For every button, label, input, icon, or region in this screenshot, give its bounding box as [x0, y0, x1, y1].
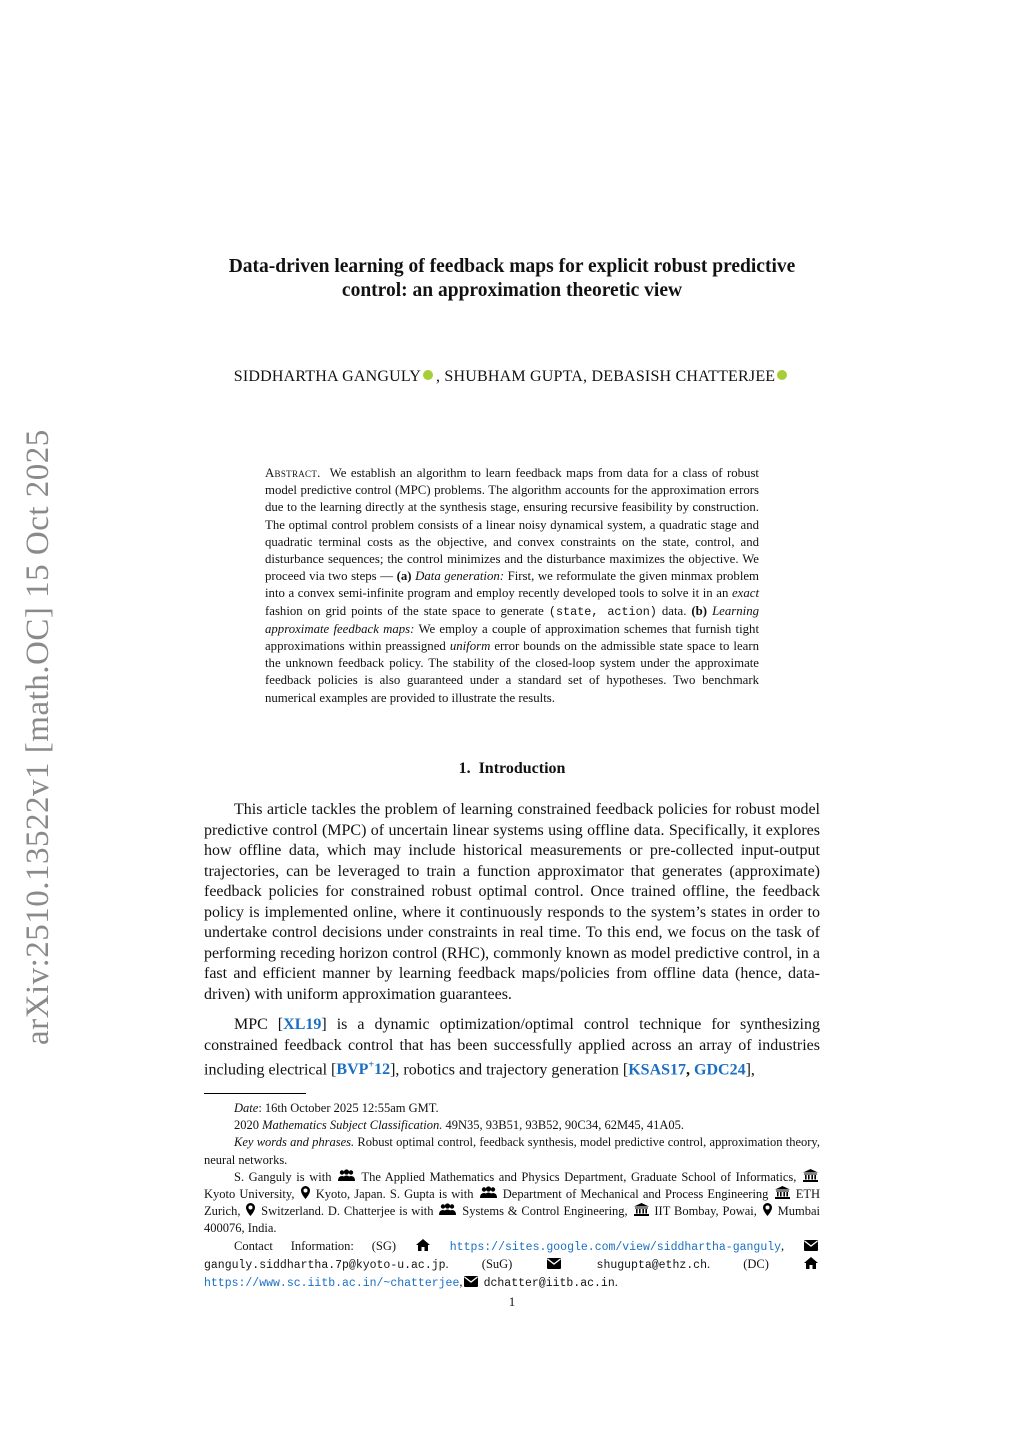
keywords-note	[204, 1134, 820, 1168]
university-icon	[775, 1186, 790, 1199]
paragraph-text: ] is a dynamic optimization/optimal control technique for synthesizing constrained feedback control that has been successfully applied across an array of industries including electrical [	[204, 1016, 821, 1079]
aff-text: Department of Mechanical and Process Engineering	[498, 1187, 773, 1202]
abstract-text: error bounds on the admissible state space to learn the unknown feedback policy. The stability of the closed-loop system under the approximate feedback policies is also guaranteed under a standard set of hypotheses. Two benchmark numerical examples are provided to illustrate the results.	[265, 639, 759, 705]
aff-text: Systems & Control Engineering,	[458, 1204, 632, 1219]
abstract-text: data.	[656, 603, 692, 618]
abstract-emphasis: uniform	[449, 639, 491, 654]
users-icon	[480, 1186, 497, 1199]
citation-text: BVP	[336, 1061, 369, 1079]
msc-note	[204, 1117, 820, 1134]
aff-text: Kyoto, Japan. S. Gupta is with	[311, 1187, 478, 1202]
abstract-emphasis: exact	[732, 586, 759, 601]
author-list	[150, 368, 874, 386]
keywords-label: Key words and phrases.	[234, 1135, 355, 1150]
citation-sup: +	[368, 1060, 375, 1071]
abstract-label: Abstract.	[265, 466, 321, 480]
abstract-text: fashion on grid points of the state space to generate	[265, 603, 549, 618]
paragraph	[204, 1015, 820, 1081]
section-number: 1.	[458, 760, 471, 777]
aff-text: Mumbai 400076, India.	[204, 1204, 820, 1236]
envelope-icon	[547, 1258, 561, 1269]
state-action-code: (state, action)	[548, 604, 657, 619]
envelope-icon	[804, 1240, 818, 1251]
step-a-title: Data generation:	[415, 569, 505, 584]
users-icon	[439, 1203, 456, 1216]
contact-label: . (SuG)	[445, 1256, 546, 1271]
email-ganguly[interactable]: ganguly.siddhartha.7p@kyoto-u.ac.jp	[204, 1258, 446, 1272]
step-b-title: Learning approximate feedback maps:	[265, 603, 759, 636]
footnote-rule	[204, 1093, 306, 1094]
home-icon	[804, 1257, 818, 1269]
step-a-label: (a)	[396, 569, 412, 584]
envelope-icon	[464, 1276, 478, 1287]
contact-note	[204, 1238, 820, 1293]
aff-text: Kyoto University,	[204, 1187, 299, 1202]
citation-text: 12	[374, 1061, 391, 1079]
contact-end: .	[614, 1275, 618, 1290]
map-marker-icon	[301, 1186, 310, 1199]
keywords: Robust optimal control, feedback synthesis, model predictive control, approximation theory, neural networks.	[204, 1135, 820, 1167]
msc-year: 2020	[234, 1118, 263, 1133]
citation-link[interactable]	[336, 1061, 390, 1078]
contact-label: . (DC)	[706, 1256, 802, 1271]
paragraph-text: ],	[745, 1061, 755, 1079]
date-value: : 16th October 2025 12:55am GMT.	[258, 1101, 439, 1115]
footnotes	[204, 1100, 820, 1292]
date-note	[204, 1100, 820, 1117]
section-heading	[204, 760, 820, 778]
author-separator: ,	[435, 368, 445, 385]
contact-label: Contact Information: (SG)	[234, 1238, 414, 1253]
page-number: 1	[508, 1294, 516, 1309]
aff-text: S. Ganguly is with	[234, 1169, 337, 1184]
paragraph-text: MPC [	[234, 1016, 284, 1033]
citation-link[interactable]: KSAS17	[628, 1061, 687, 1079]
contact-separator: ,	[781, 1238, 803, 1253]
orcid-icon[interactable]	[423, 370, 433, 380]
author-ganguly: SIDDHARTHA GANGULY	[233, 368, 421, 385]
abstract-text: We employ a couple of approximation schemes that furnish tight approximations within preassigned	[265, 621, 760, 654]
step-b-label: (b)	[691, 603, 708, 618]
citation-link[interactable]: XL19	[283, 1016, 322, 1033]
map-marker-icon	[763, 1203, 772, 1216]
paragraph: This article tackles the problem of learning constrained feedback policies for robust model predictive control (MPC) of uncertain linear systems using offline data. Specifically, it explores how offline data, which may include historical measurements or pre-collected input-output trajectories, can be leveraged to train a function approximator that generates (approximate) feedback policies for constrained robust optimal control. Once trained offline, the feedback policy is implemented online, where it continuously responds to the system’s states in order to undertake control decisions under constraints in real time. To this end, we focus on the task of performing receding horizon control (RHC), commonly known as model predictive control, in a fast and efficient manner by learning feedback maps/policies from offline data (hence, data-driven) with uniform approximation guarantees.	[204, 801, 820, 1003]
date-label: Date	[234, 1101, 259, 1115]
body-text	[204, 800, 820, 1081]
university-icon	[803, 1169, 818, 1182]
aff-text: Switzerland. D. Chatterjee is with	[257, 1204, 438, 1219]
abstract-text: We establish an algorithm to learn feedback maps from data for a class of robust model predictive control (MPC) problems. The algorithm accounts for the approximation errors due to the learning directly at the synthesis stage, ensuring recursive feasibility by construction. The optimal control problem consists of a linear noisy dynamical system, a quadratic stage and quadratic terminal costs as the objective, and convex constraints on the state, control, and disturbance sequences; the control minimizes and the disturbance maximizes the objective. We proceed via two steps —	[265, 466, 759, 584]
orcid-icon[interactable]	[777, 370, 787, 380]
homepage-link-ganguly[interactable]: https://sites.google.com/view/siddhartha-ganguly	[449, 1240, 782, 1254]
citation-link[interactable]: GDC24	[694, 1061, 746, 1079]
affiliation-note	[204, 1169, 820, 1238]
aff-text: The Applied Mathematics and Physics Department, Graduate School of Informatics,	[357, 1169, 801, 1184]
paragraph-text: ], robotics and trajectory generation [	[390, 1061, 629, 1079]
map-marker-icon	[246, 1203, 255, 1216]
author-gupta-chatterjee: SHUBHAM GUPTA, DEBASISH CHATTERJEE	[444, 368, 776, 385]
abstract-text: First, we reformulate the given minmax problem into a convex semi-infinite program and employ recently developed tools to solve it in an	[265, 569, 760, 601]
abstract	[265, 465, 759, 707]
title-line-2: control: an approximation theoretic view	[341, 280, 683, 301]
contact-separator: ,	[459, 1275, 463, 1290]
msc-codes: 49N35, 93B51, 93B52, 90C34, 62M45, 41A05.	[442, 1118, 685, 1133]
citation-separator: ,	[686, 1061, 695, 1079]
msc-label: Mathematics Subject Classification.	[262, 1118, 443, 1133]
email-chatterjee[interactable]: dchatter@iitb.ac.in	[483, 1277, 615, 1291]
title-line-1: Data-driven learning of feedback maps for explicit robust predictive	[228, 256, 796, 277]
paper-title	[180, 255, 844, 303]
arxiv-identifier: arXiv:2510.13522v1 [math.OC] 15 Oct 2025	[20, 429, 56, 1045]
homepage-link-chatterjee[interactable]: https://www.sc.iitb.ac.in/~chatterjee	[204, 1277, 460, 1291]
email-gupta[interactable]: shugupta@ethz.ch	[596, 1258, 707, 1272]
section-title: Introduction	[478, 760, 566, 777]
home-icon	[416, 1239, 430, 1251]
aff-text: ETH Zurich,	[204, 1187, 820, 1219]
university-icon	[634, 1203, 649, 1216]
users-icon	[338, 1169, 355, 1182]
aff-text: IIT Bombay, Powai,	[650, 1204, 761, 1219]
